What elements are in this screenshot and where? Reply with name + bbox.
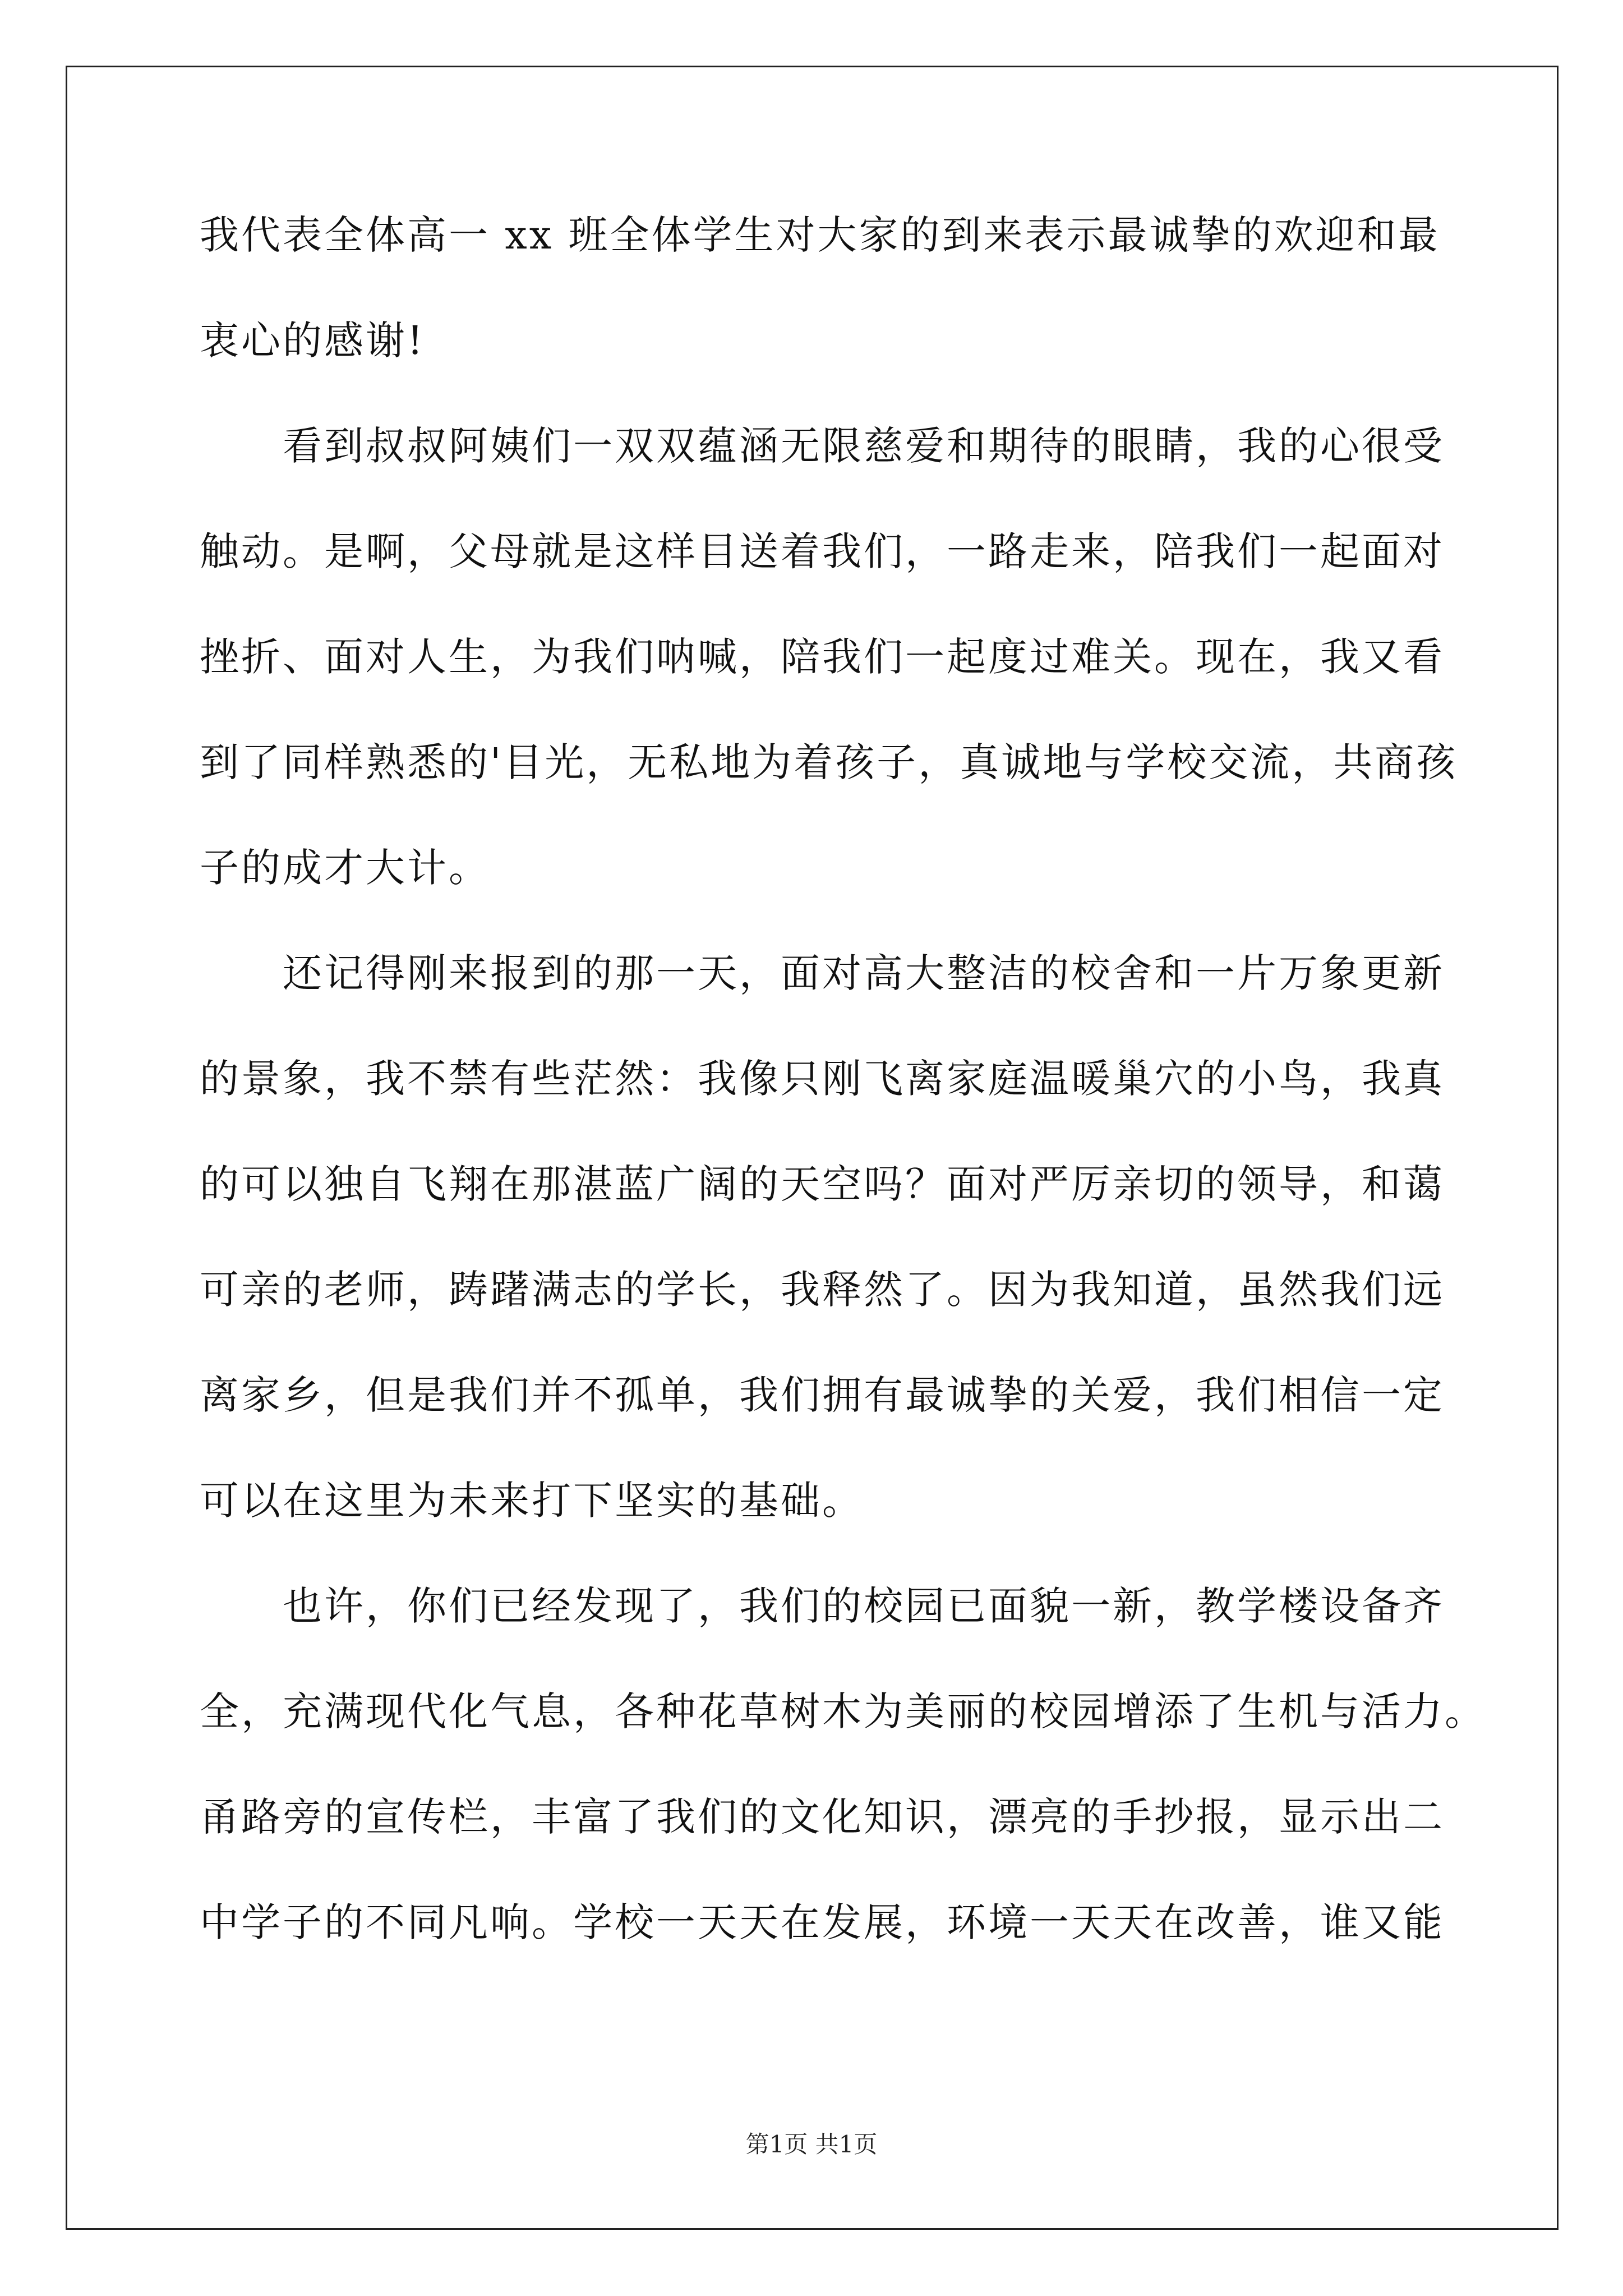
text-line: 中学子的不同凡响。学校一天天在发展，环境一天天在改善，谁又能 xyxy=(200,1899,1445,1945)
document-body xyxy=(200,212,1486,2008)
text-line: 子的成才大计。 xyxy=(200,845,490,891)
text-line: 的可以独自飞翔在那湛蓝广阔的天空吗？面对严厉亲切的领导，和蔼 xyxy=(200,1161,1445,1207)
text-line: 全，充满现代化气息，各种花草树木为美丽的校园增添了生机与活力。 xyxy=(200,1688,1486,1734)
text-line: 衷心的感谢! xyxy=(200,318,426,364)
text-line: 到了同样熟悉的'目光，无私地为着孩子，真诚地与学校交流，共商孩 xyxy=(200,739,1458,785)
paragraph-first-line: 也许，你们已经发现了，我们的校园已面貌一新，教学楼设备齐 xyxy=(283,1583,1445,1629)
text-line: 的景象，我不禁有些茫然：我像只刚飞离家庭温暖巢穴的小鸟，我真 xyxy=(200,1056,1445,1102)
paragraph-first-line: 还记得刚来报到的那一天，面对高大整洁的校舍和一片万象更新 xyxy=(283,950,1445,996)
text-line: 可亲的老师，踌躇满志的学长，我释然了。因为我知道，虽然我们远 xyxy=(200,1267,1445,1313)
text-line: 离家乡，但是我们并不孤单，我们拥有最诚挚的关爱，我们相信一定 xyxy=(200,1372,1445,1418)
text-line: 甬路旁的宣传栏，丰富了我们的文化知识，漂亮的手抄报，显示出二 xyxy=(200,1794,1445,1840)
text-line: 触动。是啊，父母就是这样目送着我们，一路走来，陪我们一起面对 xyxy=(200,528,1445,574)
page-number-footer: 第1页 共1页 xyxy=(745,2131,878,2158)
paragraph-first-line: 看到叔叔阿姨们一双双蕴涵无限慈爱和期待的眼睛，我的心很受 xyxy=(283,423,1445,469)
text-line: 我代表全体高一 xx 班全体学生对大家的到来表示最诚挚的欢迎和最 xyxy=(200,212,1440,258)
text-line: 挫折、面对人生，为我们呐喊，陪我们一起度过难关。现在，我又看 xyxy=(200,634,1445,680)
text-line: 可以在这里为未来打下坚实的基础。 xyxy=(200,1478,864,1524)
